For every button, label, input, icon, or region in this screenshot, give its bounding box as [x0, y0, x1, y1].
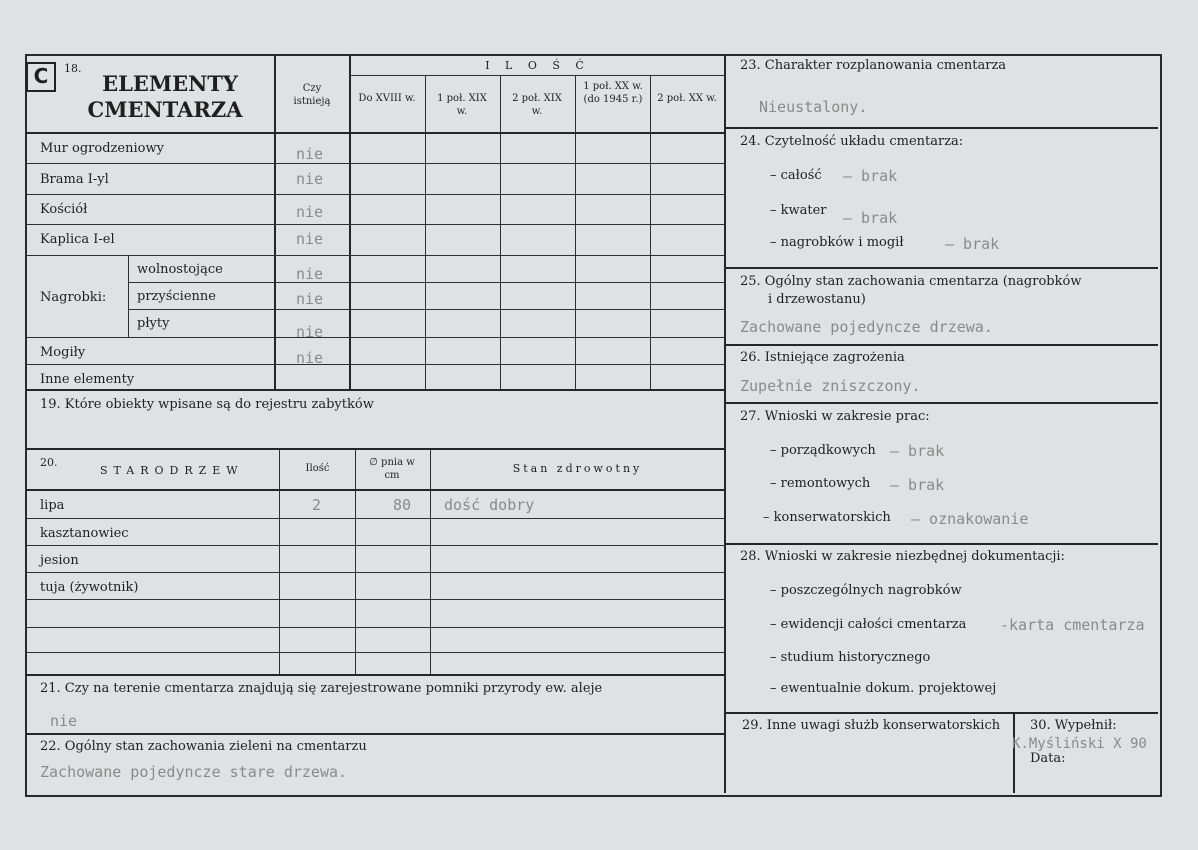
sec19-bottom — [25, 448, 725, 450]
sec28-item-ewidencji: – ewidencji całości cmentarza — [770, 617, 967, 632]
sec25-label-line2: i drzewostanu) — [768, 292, 866, 307]
sec20-header-bottom — [25, 489, 725, 491]
sec27-value-konserwatorskich: – oznakowanie — [911, 510, 1029, 528]
row-label-inne: Inne elementy — [40, 372, 135, 387]
sec27-bottom — [725, 543, 1158, 545]
sec23-bottom — [725, 127, 1158, 129]
sec20-col-ilosc: Ilość — [305, 463, 330, 474]
sec24-item-calosc: – całość — [770, 168, 822, 183]
row-label-wolnostojace: wolnostojące — [137, 262, 223, 277]
sec18-header-bottom — [25, 132, 725, 134]
col-period-2: 1 poł. XIX w. — [437, 93, 487, 117]
sec18-name-col-divider — [274, 54, 276, 389]
row-line — [25, 224, 725, 225]
row-label-mogily: Mogiły — [40, 345, 86, 360]
col-period-1: Do XVIII w. — [358, 93, 416, 104]
value-brama: nie — [296, 170, 324, 188]
sec20-bottom — [25, 674, 725, 676]
sec24-label: 24. Czytelność układu cmentarza: — [740, 134, 964, 149]
sec18-title-line1: ELEMENTY — [102, 71, 238, 96]
row-label-kaplica: Kaplica I-el — [40, 232, 115, 247]
sec20-col-divider-2 — [355, 450, 356, 674]
row-line — [25, 652, 725, 653]
sec23-value: Nieustalony. — [759, 98, 868, 116]
sec25-value: Zachowane pojedyncze drzewa. — [740, 318, 993, 336]
row-line — [25, 255, 725, 256]
sec27-value-remontowych: – brak — [890, 476, 945, 494]
ilosc-underline — [350, 75, 725, 76]
period-divider-1 — [425, 75, 426, 389]
row-line — [25, 627, 725, 628]
row-label-brama: Brama I-yl — [40, 172, 109, 187]
sec20-col-divider-1 — [279, 450, 280, 674]
sec27-item-porzadkowych: – porządkowych — [770, 443, 876, 458]
value-mogily: nie — [296, 349, 324, 367]
sec29-30-divider — [1013, 712, 1015, 793]
period-divider-4 — [650, 75, 651, 389]
sec22-label: 22. Ogólny stan zachowania zieleni na cmentarzu — [40, 739, 367, 754]
lipa-pien: 80 — [393, 496, 412, 514]
column-divider — [724, 54, 726, 793]
row-label-kosciol: Kościół — [40, 202, 88, 217]
sec28-value-ewidencji: -karta cmentarza — [1000, 616, 1145, 634]
value-kaplica: nie — [296, 230, 324, 248]
value-przyscienne: nie — [296, 290, 324, 308]
nagrobki-label: Nagrobki: — [40, 290, 107, 305]
row-label-plyty: płyty — [137, 316, 170, 331]
lipa-stan: dość dobry — [444, 496, 535, 514]
sec26-label: 26. Istniejące zagrożenia — [740, 350, 905, 365]
sec25-bottom — [725, 344, 1158, 346]
sec18-bottom — [25, 389, 725, 391]
sec18-czy-col-divider — [349, 54, 351, 389]
value-wolnostojace: nie — [296, 265, 324, 283]
sec20-col-divider-3 — [430, 450, 431, 674]
tree-kasztanowiec: kasztanowiec — [40, 526, 129, 541]
sec24-value-calosc: – brak — [843, 167, 898, 185]
row-line — [25, 545, 725, 546]
sec18-number: 18. — [64, 62, 82, 75]
sec21-label: 21. Czy na terenie cmentarza znajdują się zarejestrowane pomniki przyrody ew. aleje — [40, 681, 603, 696]
sec19-label: 19. Które obiekty wpisane są do rejestru zabytków — [40, 397, 374, 412]
sec28-item-projektowej: – ewentualnie dokum. projektowej — [770, 681, 997, 696]
sec27-item-konserwatorskich: – konserwatorskich — [763, 510, 891, 525]
sec29-label: 29. Inne uwagi służb konserwatorskich — [742, 718, 1001, 733]
tree-lipa: lipa — [40, 498, 65, 513]
row-label-przyscienne: przyścienne — [137, 289, 216, 304]
sec30-data-label: Data: — [1030, 751, 1066, 766]
row-line — [25, 364, 725, 365]
sec18-title-line2: CMENTARZA — [87, 97, 243, 122]
sec25-label-line1: 25. Ogólny stan zachowania cmentarza (nagrobków — [740, 274, 1082, 289]
row-line — [25, 599, 725, 600]
col-period-5: 2 poł. XX w. — [657, 93, 717, 104]
sec28-bottom — [725, 712, 1158, 714]
sec26-bottom — [725, 402, 1158, 404]
sec20-col-stan: Stan zdrowotny — [512, 462, 643, 475]
col-ilosc: I L O Ś Ć — [485, 59, 590, 72]
sec24-item-kwater: – kwater — [770, 203, 827, 218]
sec30-value: K.Myśliński X 90 — [1012, 736, 1147, 752]
sec21-value: nie — [50, 712, 78, 730]
value-plyty: nie — [296, 323, 324, 341]
col-period-4: 1 poł. XX w. (do 1945 r.) — [583, 81, 643, 105]
nagrobki-divider — [128, 255, 129, 337]
sec24-item-nagrobkow: – nagrobków i mogił — [770, 235, 904, 250]
section-letter-badge: C — [26, 62, 56, 92]
sec20-col-pnia: ∅ pnia w cm — [369, 457, 415, 481]
row-line — [128, 309, 725, 310]
row-label-mur: Mur ogrodzeniowy — [40, 141, 164, 156]
sec28-label: 28. Wnioski w zakresie niezbędnej dokumentacji: — [740, 549, 1065, 564]
value-mur: nie — [296, 145, 324, 163]
value-kosciol: nie — [296, 203, 324, 221]
sec20-title: STARODRZEW — [100, 464, 244, 477]
row-line — [128, 282, 725, 283]
period-divider-3 — [575, 75, 576, 389]
tree-tuja: tuja (żywotnik) — [40, 580, 139, 595]
tree-jesion: jesion — [40, 553, 79, 568]
sec20-number: 20. — [40, 456, 58, 469]
row-line — [25, 337, 725, 338]
sec23-label: 23. Charakter rozplanowania cmentarza — [740, 58, 1007, 73]
row-line — [25, 163, 725, 164]
sec21-bottom — [25, 733, 725, 735]
lipa-ilosc: 2 — [312, 496, 322, 514]
row-line — [25, 194, 725, 195]
period-divider-2 — [500, 75, 501, 389]
sec22-value: Zachowane pojedyncze stare drzewa. — [40, 763, 348, 781]
sec27-value-porzadkowych: – brak — [890, 442, 945, 460]
sec30-label: 30. Wypełnił: — [1030, 718, 1117, 733]
sec24-value-kwater: – brak — [843, 209, 898, 227]
sec27-item-remontowych: – remontowych — [770, 476, 871, 491]
sec28-item-studium: – studium historycznego — [770, 650, 931, 665]
sec24-value-nagrobkow: – brak — [945, 235, 1000, 253]
row-line — [25, 572, 725, 573]
sec28-item-nagrobkow: – poszczególnych nagrobków — [770, 583, 962, 598]
sec27-label: 27. Wnioski w zakresie prac: — [740, 409, 930, 424]
sec24-bottom — [725, 267, 1158, 269]
sec26-value: Zupełnie zniszczony. — [740, 377, 921, 395]
col-period-3: 2 poł. XIX w. — [512, 93, 562, 117]
col-czy-istnieja: Czy istnieją — [293, 83, 331, 107]
row-line — [25, 518, 725, 519]
